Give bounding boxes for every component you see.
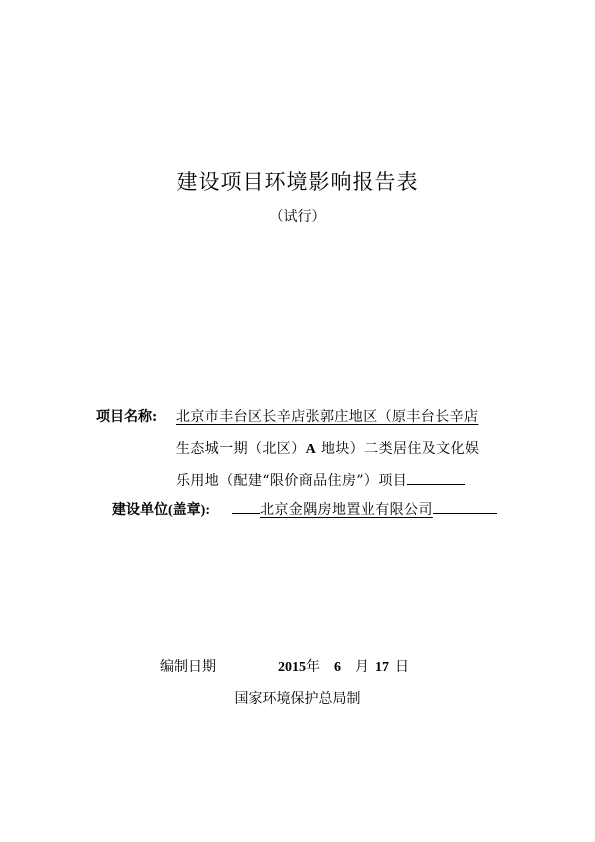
date-month-unit: 月 xyxy=(355,659,369,675)
issuer-text: 国家环境保护总局制 xyxy=(234,691,361,707)
project-name-line-2-text-b: 地块）二类居住及文化娱 xyxy=(316,441,480,457)
builder-label-paren: (盖章): xyxy=(168,503,210,518)
project-name-line-1 xyxy=(176,406,478,426)
builder-label xyxy=(112,499,210,519)
builder-label-cn: 建设单位 xyxy=(112,502,168,518)
date-day-unit: 日 xyxy=(395,659,409,675)
date-day: 17 xyxy=(375,660,389,675)
date-label: 编制日期 xyxy=(160,659,216,675)
project-name-line-2 xyxy=(176,438,479,458)
project-name-line-2-bold: A xyxy=(305,442,317,457)
date-month: 6 xyxy=(334,660,341,675)
date-value xyxy=(278,656,409,676)
underline-blank xyxy=(232,499,260,514)
project-name-line-3 xyxy=(176,470,465,490)
builder-value-line xyxy=(232,499,497,519)
underline-blank xyxy=(407,470,465,485)
project-name-line-1-text: 北京市丰台区长辛店张郭庄地区（原丰台长辛店 xyxy=(176,409,479,425)
document-subtitle: （试行） xyxy=(269,209,326,225)
underline-blank xyxy=(433,499,497,514)
builder-value: 北京金隅房地置业有限公司 xyxy=(260,502,433,518)
date-year: 2015 xyxy=(278,660,306,675)
document-title: 建设项目环境影响报告表 xyxy=(176,170,419,194)
project-name-label: 项目名称: xyxy=(96,409,158,425)
project-name-line-2-text-a: 生态城一期（北区） xyxy=(176,441,306,457)
date-year-unit: 年 xyxy=(306,659,320,675)
project-name-line-3-text: 乐用地（配建“限价商品住房”）项目 xyxy=(176,473,408,489)
